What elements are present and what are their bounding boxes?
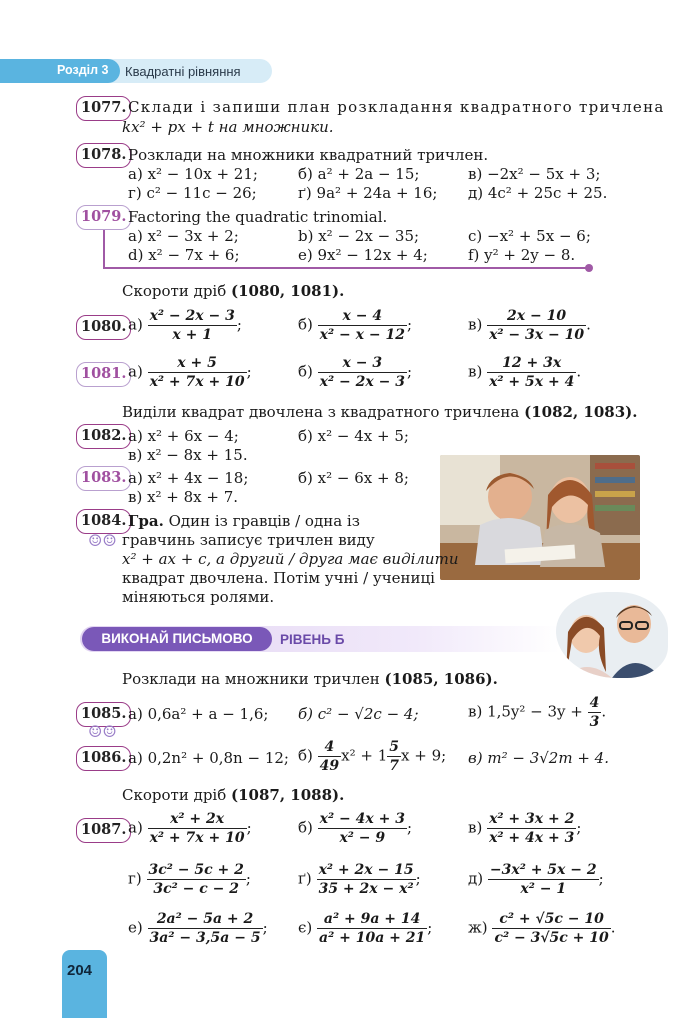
instruction-1080-1081: Скороти дріб (1080, 1081).: [122, 282, 345, 300]
task-number-1087: 1087.: [76, 818, 131, 843]
task-1087-h: є) $\frac{\text{a² + 9a + 14}}{\text{a² + 10a + 21}}$ ;: [298, 911, 433, 946]
task-1087-c: в) $\frac{\text{x² + 3x + 2}}{\text{x² + 4x + 3}}$ ;: [468, 811, 582, 846]
task-number-1078: 1078.: [76, 143, 131, 168]
task-1079-d: d) x² − 7x + 6;: [128, 246, 240, 264]
task-1079-f: f) y² + 2y − 8.: [468, 246, 576, 264]
task-number-1080: 1080.: [76, 315, 131, 340]
task-1080-a: а) $\frac{\text{x² − 2x − 3}}{x + 1}$ ;: [128, 308, 242, 343]
task-1087-e: ґ) $\frac{\text{x² + 2x − 15}}{\text{35 + 2x − x²}}$ ;: [298, 862, 421, 897]
task-1087-f: д) $\frac{\text{−3x² + 5x − 2}}{\text{x² − 1}}$ ;: [468, 862, 604, 897]
task-1086-c: в) m² − 3√2m + 4.: [468, 749, 609, 767]
task-number-1081: 1081.: [76, 362, 131, 387]
instruction-1085-1086: Розклади на множники тричлен (1085, 1086).: [122, 670, 498, 688]
task-1082-c: в) x² − 8x + 15.: [128, 446, 248, 464]
task-1080-b: б) $\frac{x - 4}{\text{x² − x − 12}}$ ;: [298, 308, 412, 343]
task-1079-bracket: [103, 228, 105, 268]
task-1087-a: а) $\frac{\text{x² + 2x}}{\text{x² + 7x + 10}}$ ;: [128, 811, 252, 846]
task-1084-line1: Гра. Один із гравців / одна із: [128, 512, 360, 530]
page-number: 204: [67, 962, 93, 979]
group-work-icon: ☺☺: [88, 531, 117, 550]
task-1084-line3: x² + ax + c, а другий / друга має виділити: [122, 550, 459, 568]
group-work-icon: ☺☺: [88, 722, 117, 741]
task-number-1077: 1077.: [76, 96, 131, 121]
students-photo-small: [556, 592, 668, 678]
task-1087-b: б) $\frac{\text{x² − 4x + 3}}{\text{x² − 9}}$ ;: [298, 811, 412, 846]
task-1086-a: а) 0,2n² + 0,8n − 12;: [128, 749, 289, 767]
task-1078-f: д) 4c² + 25c + 25.: [468, 184, 608, 202]
instruction-1087-1088: Скороти дріб (1087, 1088).: [122, 786, 345, 804]
task-1079-underline: [103, 267, 588, 269]
chapter-section-label: Розділ 3: [0, 59, 120, 83]
chapter-title: Квадратні рівняння: [125, 64, 241, 79]
task-1087-d: г) $\frac{\text{3c² − 5c + 2}}{\text{3c² − c − 2}}$ ;: [128, 862, 251, 897]
task-1081-c: в) $\frac{12 + 3x}{\text{x² + 5x + 4}}$ .: [468, 355, 582, 390]
task-1081-a: а) $\frac{x + 5}{\text{x² + 7x + 10}}$ ;: [128, 355, 252, 390]
section-level: РІВЕНЬ Б: [280, 632, 345, 647]
task-1079-c: c) −x² + 5x − 6;: [468, 227, 591, 245]
task-number-1085: 1085.: [76, 702, 131, 727]
task-number-1082: 1082.: [76, 424, 131, 449]
task-1082-b: б) x² − 4x + 5;: [298, 427, 409, 445]
page-number-tab: [62, 950, 107, 1018]
task-1084-line5: міняються ролями.: [122, 588, 275, 606]
task-1081-b: б) $\frac{x - 3}{\text{x² − 2x − 3}}$ ;: [298, 355, 412, 390]
task-number-1079: 1079.: [76, 205, 131, 230]
task-1083-c: в) x² + 8x + 7.: [128, 488, 239, 506]
task-number-1086: 1086.: [76, 746, 131, 771]
task-1079-e: e) 9x² − 12x + 4;: [298, 246, 428, 264]
task-1082-a: а) x² + 6x − 4;: [128, 427, 239, 445]
task-1080-c: в) $\frac{2x - 10}{\text{x² − 3x − 10}}$ .: [468, 308, 591, 343]
task-1085-b: б) c² − √2c − 4;: [298, 705, 419, 723]
task-1078-text: Розклади на множники квадратний тричлен.: [128, 146, 489, 164]
task-1083-b: б) x² − 6x + 8;: [298, 469, 409, 487]
task-1087-g: е) $\frac{\text{2a² − 5a + 2}}{\text{3a² − 3,5a − 5}}$ ;: [128, 911, 268, 946]
task-1077-text-line1: Склади і запиши план розкладання квадратного тричлена: [128, 98, 665, 116]
instruction-1082-1083: Виділи квадрат двочлена з квадратного тричлена (1082, 1083).: [122, 403, 638, 421]
task-1083-a: а) x² + 4x − 18;: [128, 469, 249, 487]
task-1079-underline-dot: [585, 264, 593, 272]
task-1084-line2: гравчинь записує тричлен виду: [122, 531, 375, 549]
task-1085-a: а) 0,6a² + a − 1,6;: [128, 705, 269, 723]
task-1085-c: в) 1,5y² − 3y + $\frac{4}{3}$ .: [468, 695, 607, 730]
task-1086-b: б) $\frac{4}{49}$ x² + 1 $\frac{5}{7}$ x + 9;: [298, 739, 447, 774]
task-1079-b: b) x² − 2x − 35;: [298, 227, 420, 245]
task-1078-b: б) a² + 2a − 15;: [298, 165, 420, 183]
task-1078-d: г) c² − 11c − 26;: [128, 184, 257, 202]
task-1079-text: Factoring the quadratic trinomial.: [128, 208, 388, 226]
students-studying-photo: [440, 455, 640, 580]
task-1078-e: ґ) 9a² + 24a + 16;: [298, 184, 438, 202]
task-1078-c: в) −2x² − 5x + 3;: [468, 165, 601, 183]
task-1079-a: a) x² − 3x + 2;: [128, 227, 239, 245]
task-1087-i: ж) $\frac{\text{c² + √5c − 10}}{\text{c² − 3√5c + 10}}$ .: [468, 911, 616, 946]
task-1077-text-line2: kx² + px + t на множники.: [122, 118, 334, 136]
task-number-1083: 1083.: [76, 466, 131, 491]
task-1084-line4: квадрат двочлена. Потім учні / учениці: [122, 569, 435, 587]
section-title: ВИКОНАЙ ПИСЬМОВО: [82, 627, 272, 651]
task-number-1084: 1084.: [76, 509, 131, 534]
task-1078-a: а) x² − 10x + 21;: [128, 165, 258, 183]
